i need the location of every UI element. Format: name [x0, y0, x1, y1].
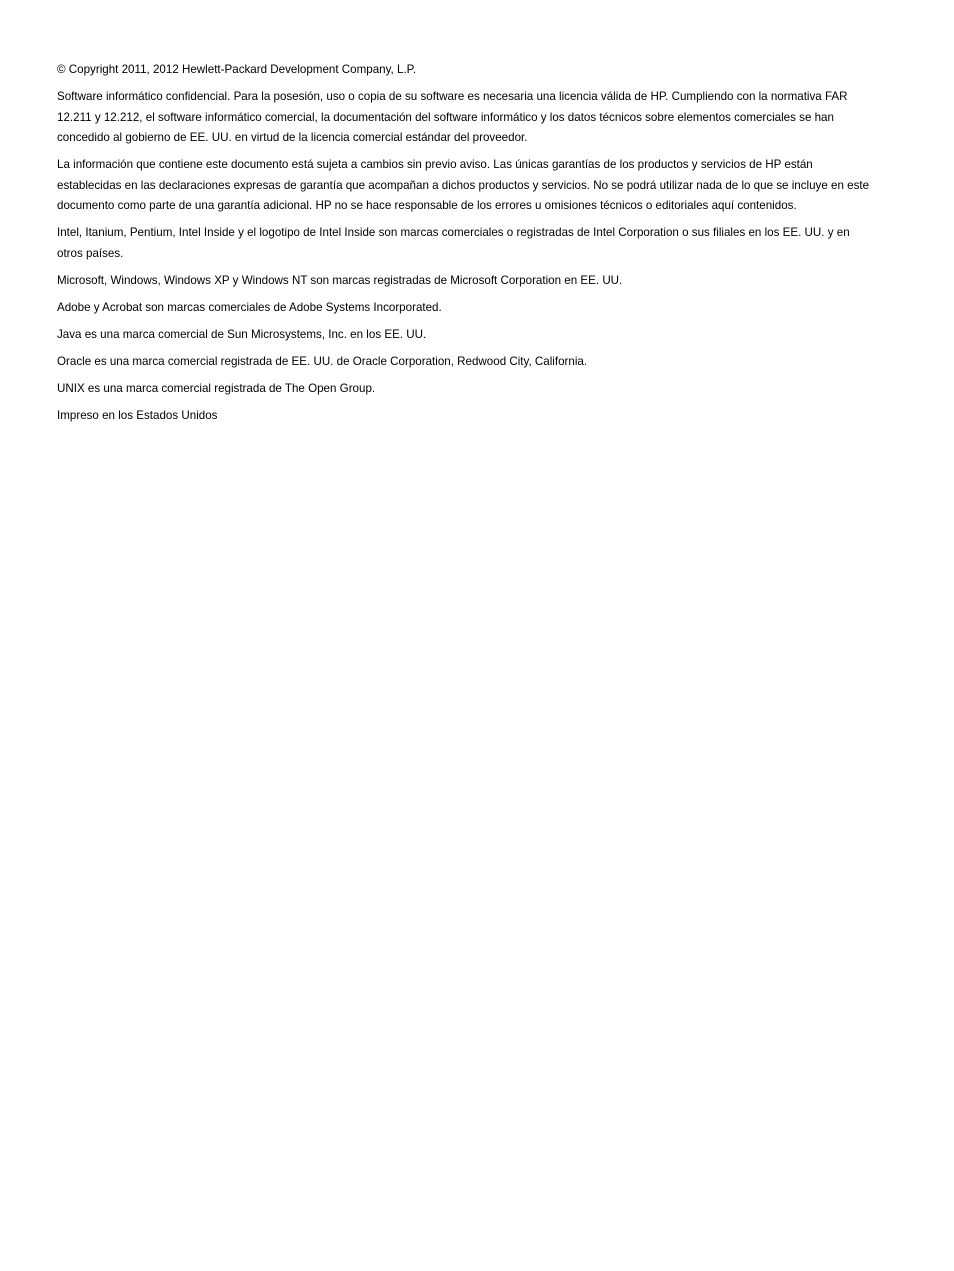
- adobe-trademark-notice: Adobe y Acrobat son marcas comerciales de Adobe Systems Incorporated.: [57, 300, 442, 314]
- oracle-trademark-notice: Oracle es una marca comercial registrada de EE. UU. de Oracle Corporation, Redwood City, California.: [57, 354, 588, 368]
- microsoft-trademark-notice: Microsoft, Windows, Windows XP y Windows NT son marcas registradas de Microsoft Corporation en EE. UU.: [57, 273, 623, 287]
- copyright-notice: © Copyright 2011, 2012 Hewlett-Packard Development Company, L.P.: [57, 63, 417, 76]
- printed-in-notice: Impreso en los Estados Unidos: [57, 408, 218, 422]
- legal-notice-page: [57, 60, 873, 433]
- java-trademark-notice: Java es una marca comercial de Sun Microsystems, Inc. en los EE. UU.: [57, 327, 427, 341]
- software-license-paragraph: Software informático confidencial. Para la posesión, uso o copia de su software es necesaria una licencia válida de HP. Cumpliendo con la normativa FAR 12.211 y 12.212, el software informático comercial, la documentación del software informático y los datos técnicos sobre elementos comerciales se han concedido al gobierno de EE. UU. en virtud de la licencia comercial estándar del proveedor.: [57, 90, 848, 144]
- warranty-disclaimer-paragraph: La información que contiene este documento está sujeta a cambios sin previo aviso. Las únicas garantías de los productos y servicios de HP están establecidas en las declaraciones expresas de garantía que acompañan a dichos productos y servicios. No se podrá utilizar nada de lo que se incluye en este documento como parte de una garantía adicional. HP no se hace responsable de los errores u omisiones técnicos o editoriales aquí contenidos.: [57, 158, 870, 212]
- intel-trademark-notice: Intel, Itanium, Pentium, Intel Inside y el logotipo de Intel Inside son marcas comerciales o registradas de Intel Corporation o sus filiales en los EE. UU. y en otros países.: [57, 226, 850, 260]
- unix-trademark-notice: UNIX es una marca comercial registrada de The Open Group.: [57, 381, 376, 395]
